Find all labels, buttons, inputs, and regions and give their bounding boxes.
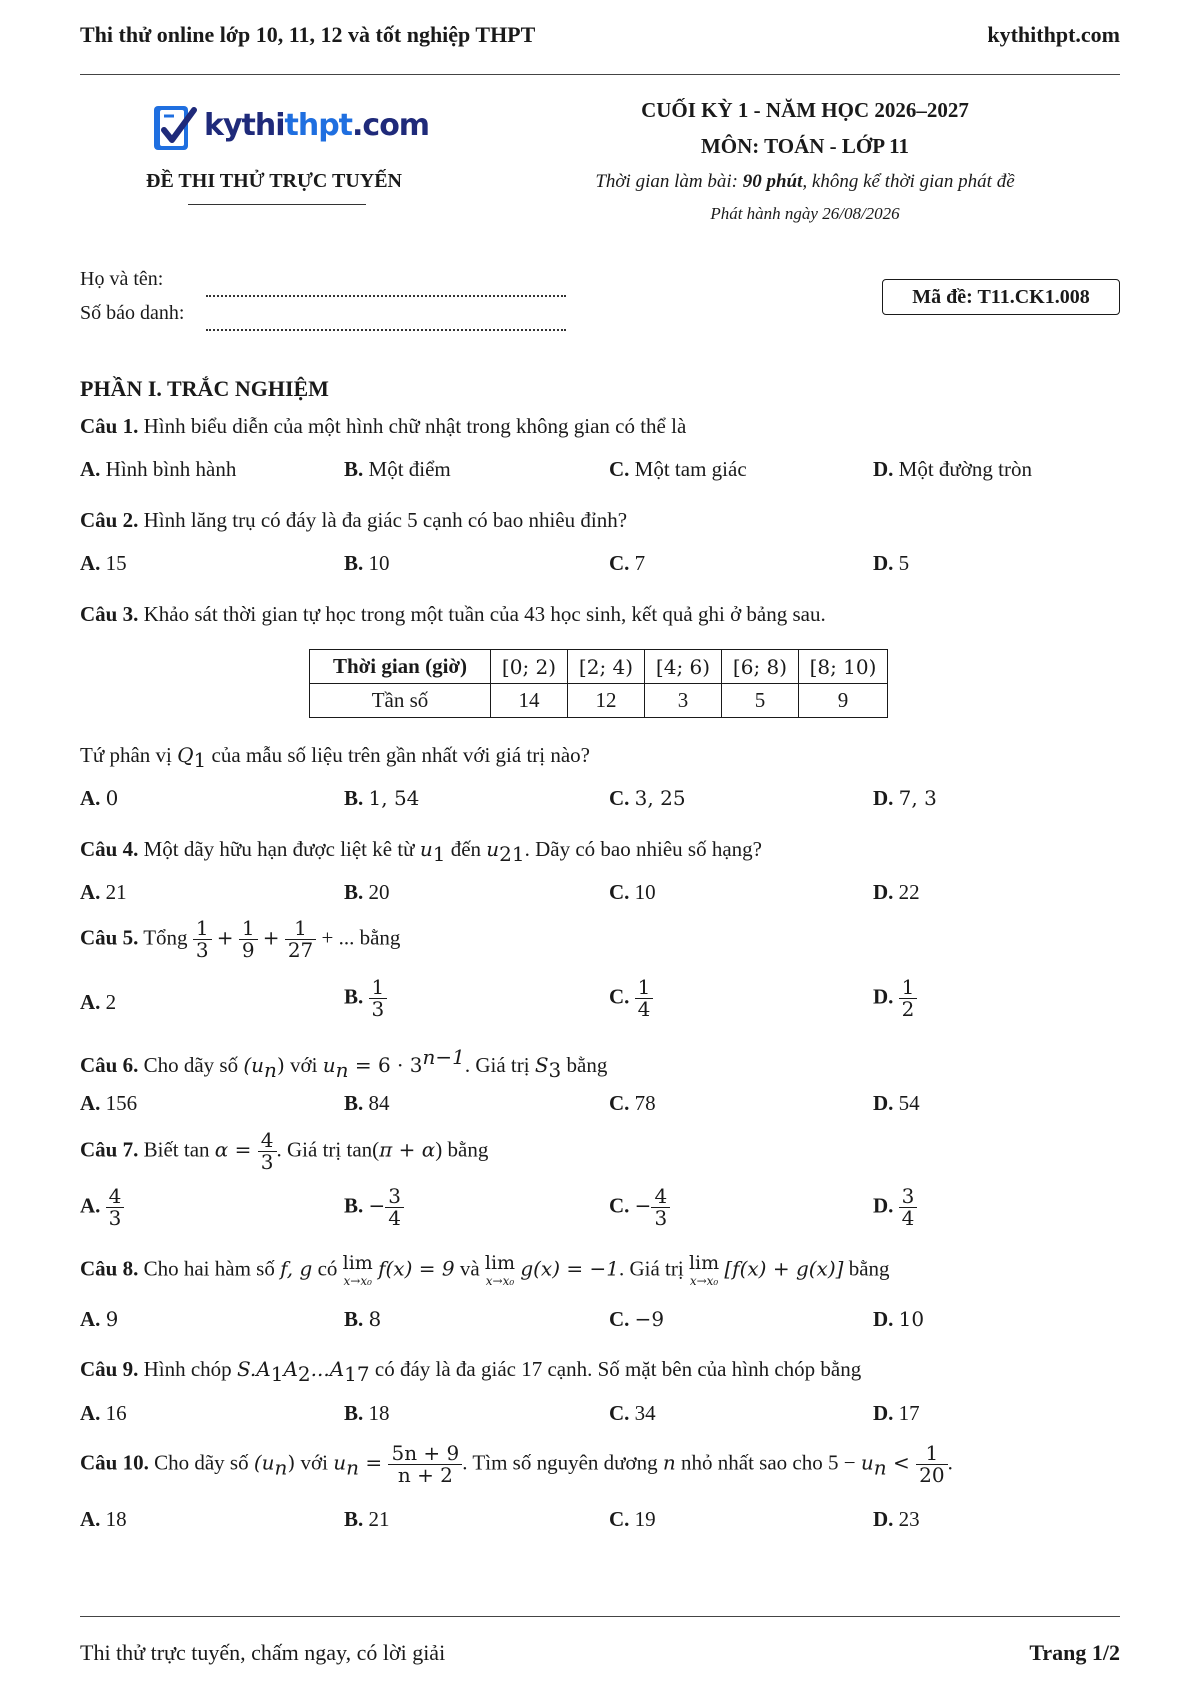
table-header-cell: Thời gian (giờ) — [310, 650, 491, 684]
q7-option-a[interactable]: A. $\frac{4}{3}$ — [80, 1186, 124, 1229]
q4-option-b[interactable]: B. 20 — [344, 880, 390, 904]
q2-option-c[interactable]: C. 7 — [609, 551, 646, 575]
question-7: Câu 7. Biết tan α = $\frac{4}{3}$ . Giá trị tan(π + α) bằng — [80, 1128, 489, 1174]
q5-option-d[interactable]: D. $\frac{1}{2}$ — [873, 977, 917, 1020]
q1-option-b[interactable]: B. Một điểm — [344, 457, 451, 481]
q3-option-a[interactable]: A. 0 — [80, 786, 119, 810]
q4-option-d[interactable]: D. 22 — [873, 880, 920, 904]
q6-option-d[interactable]: D. 54 — [873, 1091, 920, 1115]
table-header-row — [310, 650, 888, 684]
q9-option-a[interactable]: A. 16 — [80, 1401, 127, 1425]
fraction: $\frac{1}{3}$ — [193, 918, 212, 961]
table-header-cell: [0; 2) — [491, 650, 568, 684]
online-exam-label: ĐỀ THI THỬ TRỰC TUYẾN — [146, 170, 402, 192]
q10-option-b[interactable]: B. 21 — [344, 1507, 390, 1531]
logo-icon — [152, 102, 200, 154]
header-divider — [80, 74, 1120, 75]
name-field[interactable] — [206, 284, 566, 302]
question-6: Câu 6. Cho dãy số $(u_n)$ với $u_n = 6 \cdot 3^{n-1}$. Giá trị $S_3$ bằng — [80, 1045, 608, 1083]
q8-option-c[interactable]: C. −9 — [609, 1307, 665, 1331]
question-10: Câu 10. Cho dãy số $(u_n)$ với $u_n$ = $\frac{5n + 9}{n + 2}$ . Tìm số nguyên dương n nhỏ nhất sao cho $5 - u_n$ < $\frac{1}{20}$ . — [80, 1441, 953, 1487]
question-8: Câu 8. Cho hai hàm số f, g có lim x→x₀ f(x) = 9 và lim x→x₀ g(x) = −1. Giá trị lim x→x₀ [f(x) + g(x)] bằng — [80, 1252, 890, 1288]
exam-code-box: Mã đề: T11.CK1.008 — [882, 279, 1120, 315]
q1-option-d[interactable]: D. Một đường tròn — [873, 457, 1032, 481]
q6-option-a[interactable]: A. 156 — [80, 1091, 138, 1115]
q10-option-d[interactable]: D. 23 — [873, 1507, 920, 1531]
question-5: Câu 5. Tổng $\frac{1}{3}$ + $\frac{1}{9}$ + $\frac{1}{27}$ + ... bằng — [80, 916, 401, 962]
header-title: Thi thử online lớp 10, 11, 12 và tốt nghiệp THPT — [80, 22, 536, 47]
table-header-cell: [6; 8) — [722, 650, 799, 684]
question-9: Câu 9. Hình chóp $S.A_1A_2...A_{17}$ có đáy là đa giác 17 cạnh. Số mặt bên của hình chóp bằng — [80, 1357, 862, 1387]
exam-time: Thời gian làm bài: 90 phút, không kể thời gian phát đề — [595, 171, 1015, 192]
q6-option-c[interactable]: C. 78 — [609, 1091, 656, 1115]
exam-term: CUỐI KỲ 1 - NĂM HỌC 2026–2027 — [641, 98, 969, 122]
q2-option-d[interactable]: D. 5 — [873, 551, 910, 575]
q9-option-c[interactable]: C. 34 — [609, 1401, 656, 1425]
table-cell: 9 — [799, 684, 888, 718]
exam-subject: MÔN: TOÁN - LỚP 11 — [700, 134, 910, 158]
frequency-table — [309, 649, 888, 718]
q10-option-c[interactable]: C. 19 — [609, 1507, 656, 1531]
q5-option-a[interactable]: A. 2 — [80, 990, 117, 1014]
table-row — [310, 684, 888, 718]
footer-text: Thi thử trực tuyến, chấm ngay, có lời giải — [80, 1640, 446, 1665]
fraction: $\frac{1}{27}$ — [285, 918, 316, 961]
label-underline — [188, 204, 366, 205]
page-number: Trang 1/2 — [1029, 1640, 1120, 1665]
question-4: Câu 4. Một dãy hữu hạn được liệt kê từ $u_1$ đến $u_{21}$. Dãy có bao nhiêu số hạng? — [80, 837, 762, 867]
table-cell: Tần số — [310, 684, 491, 718]
exam-release-date: Phát hành ngày 26/08/2026 — [710, 204, 900, 223]
q1-option-a[interactable]: A. Hình bình hành — [80, 457, 237, 481]
q2-option-b[interactable]: B. 10 — [344, 551, 390, 575]
table-cell: 5 — [722, 684, 799, 718]
q8-option-a[interactable]: A. 9 — [80, 1307, 119, 1331]
question-3: Câu 3. Khảo sát thời gian tự học trong một tuần của 43 học sinh, kết quả ghi ở bảng sau. — [80, 602, 826, 626]
q4-option-a[interactable]: A. 21 — [80, 880, 127, 904]
q6-option-b[interactable]: B. 84 — [344, 1091, 390, 1115]
question-3-followup: Tứ phân vị $Q_1$ của mẫu số liệu trên gần nhất với giá trị nào? — [80, 743, 590, 773]
table-header-cell: [2; 4) — [568, 650, 645, 684]
q9-option-b[interactable]: B. 18 — [344, 1401, 390, 1425]
logo-text: kythithpt.com — [204, 108, 430, 143]
footer-divider — [80, 1616, 1120, 1617]
q3-option-c[interactable]: C. 3, 25 — [609, 786, 686, 810]
q8-option-d[interactable]: D. 10 — [873, 1307, 925, 1331]
question-2: Câu 2. Hình lăng trụ có đáy là đa giác 5 cạnh có bao nhiêu đỉnh? — [80, 508, 628, 532]
q3-option-b[interactable]: B. 1, 54 — [344, 786, 420, 810]
question-1: Câu 1. Hình biểu diễn của một hình chữ nhật trong không gian có thể là — [80, 414, 687, 438]
q9-option-d[interactable]: D. 17 — [873, 1401, 920, 1425]
q3-option-d[interactable]: D. 7, 3 — [873, 786, 937, 810]
id-field[interactable] — [206, 318, 566, 336]
q7-option-d[interactable]: D. $\frac{3}{4}$ — [873, 1186, 917, 1229]
q10-option-a[interactable]: A. 18 — [80, 1507, 127, 1531]
table-header-cell: [8; 10) — [799, 650, 888, 684]
q7-option-b[interactable]: B. − $\frac{3}{4}$ — [344, 1186, 404, 1229]
q8-option-b[interactable]: B. 8 — [344, 1307, 382, 1331]
q4-option-c[interactable]: C. 10 — [609, 880, 656, 904]
name-label: Họ và tên: — [80, 268, 164, 290]
table-cell: 14 — [491, 684, 568, 718]
fraction: $\frac{1}{9}$ — [239, 918, 258, 961]
q5-option-b[interactable]: B. $\frac{1}{3}$ — [344, 977, 387, 1020]
q5-option-c[interactable]: C. $\frac{1}{4}$ — [609, 977, 653, 1020]
section-title: PHẦN I. TRẮC NGHIỆM — [80, 376, 329, 401]
q2-option-a[interactable]: A. 15 — [80, 551, 127, 575]
table-cell: 3 — [645, 684, 722, 718]
table-cell: 12 — [568, 684, 645, 718]
q1-option-c[interactable]: C. Một tam giác — [609, 457, 747, 481]
q7-option-c[interactable]: C. − $\frac{4}{3}$ — [609, 1186, 670, 1229]
header-site[interactable]: kythithpt.com — [987, 22, 1120, 47]
id-label: Số báo danh: — [80, 302, 185, 324]
table-header-cell: [4; 6) — [645, 650, 722, 684]
